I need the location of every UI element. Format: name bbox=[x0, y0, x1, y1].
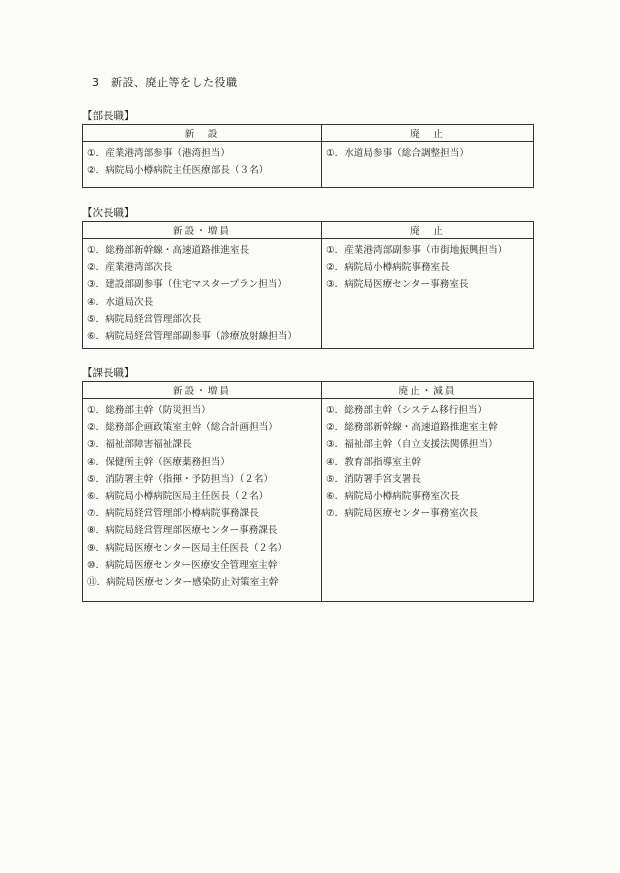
list-item: ④．教育部指導室主幹 bbox=[326, 456, 421, 468]
list-item: ⑥．病院局小樽病院事務室次長 bbox=[326, 491, 460, 503]
section-label-bucho: 【部長職】 bbox=[82, 110, 135, 122]
section-label-jicho: 【次長職】 bbox=[82, 207, 135, 219]
list-item: ⑤．消防署主幹（指揮・予防担当）（２名） bbox=[87, 473, 274, 485]
list-item: ④．保健所主幹（医療薬務担当） bbox=[87, 456, 230, 468]
header-new: 新 設 bbox=[83, 125, 322, 142]
list-item: ⑤．病院局経営管理部次長 bbox=[87, 313, 202, 325]
list-item: ①．総務部主幹（システム移行担当） bbox=[326, 405, 488, 416]
list-item: ⑥．病院局経営管理部副参事（診療放射線担当） bbox=[87, 331, 298, 343]
list-item: ①．総務部主幹（防災担当） bbox=[87, 405, 211, 416]
list-item: ①．総務部新幹線・高速道路推進室長 bbox=[87, 245, 250, 256]
list-item: ⑨．病院局医療センター医局主任医長（２名） bbox=[87, 542, 288, 554]
section-label-kacho: 【課長職】 bbox=[82, 367, 135, 379]
abolished-positions-cell bbox=[322, 142, 534, 188]
new-positions-cell bbox=[83, 399, 322, 602]
list-item: ②．病院局小樽病院主任医療部長（３名） bbox=[87, 165, 269, 177]
header-abolished: 廃 止 bbox=[322, 125, 534, 142]
list-item: ⑪．病院局医療センター感染防止対策室主幹 bbox=[87, 577, 279, 589]
header-new-increase: 新設・増員 bbox=[83, 382, 322, 399]
list-item: ②．産業港湾部次長 bbox=[87, 262, 173, 274]
list-item: ⑧．病院局経営管理部医療センター事務課長 bbox=[87, 525, 278, 537]
page-title: 3 新設、廃止等をした役職 bbox=[92, 76, 238, 89]
list-item: ④．水道局次長 bbox=[87, 296, 154, 308]
list-item: ⑥．病院局小樽病院医局主任医長（２名） bbox=[87, 491, 269, 503]
list-item: ③．建設部副参事（住宅マスタープラン担当） bbox=[87, 279, 287, 291]
header-abolished-decrease: 廃止・減員 bbox=[322, 382, 534, 399]
list-item: ①．水道局参事（総合調整担当） bbox=[326, 148, 469, 159]
list-item: ⑤．消防署手宮支署長 bbox=[326, 473, 421, 485]
header-new-increase: 新設・増員 bbox=[83, 222, 322, 239]
list-item: ①．産業港湾部参事（港湾担当） bbox=[87, 148, 230, 159]
abolished-positions-cell bbox=[322, 399, 534, 602]
new-positions-cell bbox=[83, 239, 322, 349]
list-item: ③．福祉部障害福祉課長 bbox=[87, 439, 192, 451]
list-item: ①．産業港湾部副参事（市街地振興担当） bbox=[326, 245, 508, 256]
list-item: ②．病院局小樽病院事務室長 bbox=[326, 262, 450, 274]
list-item: ②．総務部新幹線・高速道路推進室主幹 bbox=[326, 422, 498, 434]
list-item: ②．総務部企画政策室主幹（総合計画担当） bbox=[87, 422, 278, 434]
new-positions-cell bbox=[83, 142, 322, 188]
table-bucho bbox=[82, 124, 534, 188]
list-item: ⑩．病院局医療センター医療安全管理室主幹 bbox=[87, 559, 278, 571]
list-item: ③．福祉部主幹（自立支援法関係担当） bbox=[326, 439, 498, 451]
table-jicho bbox=[82, 221, 534, 349]
list-item: ⑦．病院局医療センター事務室次長 bbox=[326, 508, 479, 520]
abolished-positions-cell bbox=[322, 239, 534, 349]
header-abolished: 廃 止 bbox=[322, 222, 534, 239]
table-kacho bbox=[82, 381, 534, 602]
list-item: ⑦．病院局経営管理部小樽病院事務課長 bbox=[87, 508, 259, 520]
list-item: ③．病院局医療センター事務室長 bbox=[326, 279, 469, 291]
